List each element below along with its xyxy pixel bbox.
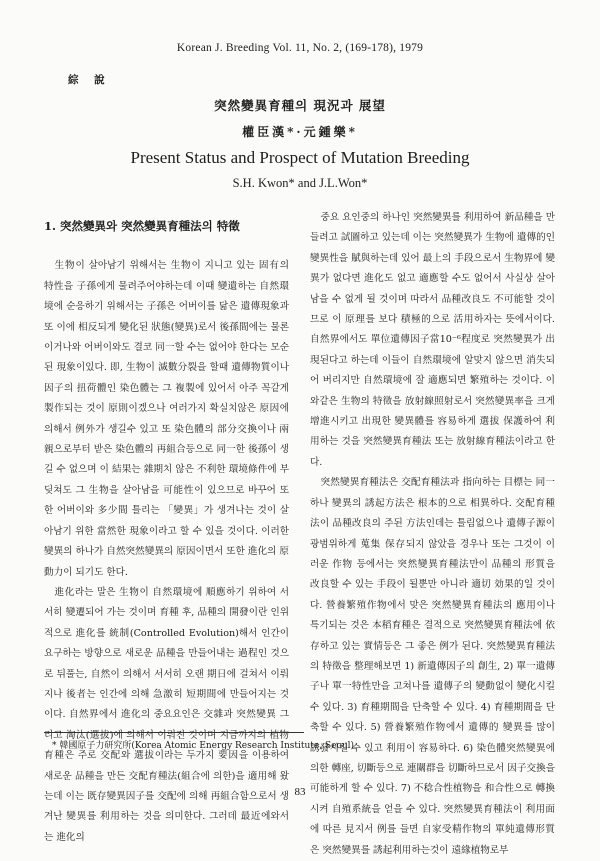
body-paragraph: 突然變異育種法은 交配育種法과 指向하는 目標는 同一하나 變異의 誘起方法은 根本的으로 相異하다. 交配育種法이 品種改良의 주된 方法인데는 틀림없으나 遺傳子源이 광범위하게 蒐集 保存되지 않았을 경우나 또는 그것이 이러운 作物 등에서는 突然變異育種法만이 品種의 形質을 改良할 수 있는 手段이 될뿐만 아니라 適切 効果的일 것이다. 營養繁殖作物에서 맞은 突然變異育種法의 應用이나 특기되는 것은 本稻育種은 결적으로 突然變異育種法에 依存하고 있는 實情등은 그 좋은 例가 된다. 突然變異育種法의 特徵을 整理해보면 1) 新遺傳因子의 創生, 2) 單一遺傳子나 單一特性만을 고쳐나를 遺傳子의 變動없이 變化시킬 수 있다. 3) 育種期間을 단축할 수 있다. 4) 育種期間을 단축할 수 있다. 5) 營養繁殖作物에서 遺傳的 變異를 많이 誘發시킬 수 있고 利用이 容易하다. 6) 染色體突然變異에 의한 轉座, 切斷등으로 連關群을 切斷하므로서 因子交換을 可能하게 할 수 있다. 7) 不稔合性植物을 和合性으로 轉換시켜 自殖系統을 얻을 수 있다. 突然變異育種法이 利用面에 따른 見지서 例를 들면 自家受精作物의 單純遺傳形質은 突然變異를 誘起利用하는것이 遠緣植物로부 (310, 477, 555, 856)
page-number: 83 (294, 786, 306, 798)
section-label: 綜 說 (68, 74, 111, 86)
body-paragraph: 중요 요인중의 하나인 突然變異를 利用하여 新品種을 만들려고 試圖하고 있는데 이는 突然變異가 生物에 遺傳的인 變異性을 賦與하는데 있어 最上의 手段으로서 生物界에 變異가 없다면 進化도 없고 適應할 수도 없어서 사실상 살아남을 수 없게 될 것이며 따라서 品種改良도 不可能할 것이므로 이 原理를 보다 積極的으로 活用하자는 뜻에서이다. 自然界에서도 單位遺傳因子當10⁻⁶程度로 突然變異가 出現된다고 하는데 이들이 自然環境에 알맞지 않으면 消失되어 버리지만 自然環境에 잘 適應되면 繁殖하는 것이다. 이와같은 生物의 特徵을 放射線照射로서 突然變異率을 크게 增進시키고 出現한 變異體를 容易하게 選拔 保護하여 利用하는 것을 突然變異育種法 또는 放射線育種法이라고 한다. (310, 212, 555, 468)
footnote-divider (44, 732, 304, 733)
body-paragraph: 生物이 살아남기 위해서는 生物이 지니고 있는 固有의 特性을 子孫에게 물려주어야하는데 이때 變遺하는 自然環境에 순응하기 위해서는 子孫은 어버이를 닮은 遺傳現象과 또 이에 相反되게 變化된 狀態(變異)로서 後孫間에는 물론이거나와 어버이와도 결코 同一할 수는 없어야 한다는 모순된 現象이있다. 即, 生物이 滅數分裂을 할때 遺傳物質이나 因子의 扭荷體인 染色體는 그 複製에 있어서 아주 꼭같게 製作되는 것이 原則이겠으나 여러가지 확실치않은 原因에 의해서 例外가 생길수 있고 또 染色體의 部分交換이나 兩親으로부터 받은 染色體의 再組合등으로 同一한 後孫이 생길 수 없으며 이 結果는 雜期치 않은 不利한 環境條件에 부딪쳐도 그 生物을 살아남을 可能性이 있으므로 바꾸어 또한 어버이와 多少間 틀리는 「變異」가 생겨나는 것이 살아남기 위한 當然한 現象이라고 할 수 있을 것이다. 이러한 變異의 하나가 自然突然變異의 原因이면서 또한 進化의 原動力이 되기도 한다. (44, 260, 289, 578)
korean-authors: 權臣漢*·元鍾樂* (242, 125, 358, 139)
english-authors: S.H. Kwon* and J.L.Won* (232, 176, 368, 190)
left-column (44, 208, 289, 848)
journal-citation: Korean J. Breeding Vol. 11, No. 2, (169-178), 1979 (176, 42, 424, 54)
footnote: * 韓國原子力研究所(Korea Atomic Energy Research Institute, Seoul) (52, 741, 355, 751)
english-title: Present Status and Prospect of Mutation Breeding (130, 148, 470, 167)
section-heading: 1. 突然變異와 突然變異育種法의 特徵 (44, 219, 240, 233)
body-paragraph: 進化라는 말은 生物이 自然環境에 順應하기 위하여 서서히 變遷되어 가는 것이며 育種 후, 品種의 開發이란 인위적으로 進化를 統制(Controlled Evolution)해서 인간이 요구하는 방향으로 새로운 品種을 만들어내는 過程인 것으로 뒤풀는, 自然이 의해서 서서히 오랜 期日에 걸쳐서 이뤄지나 後者는 인간에 의해 急激히 短期間에 만들어지는 것이다. 自然界에서 進化의 중요요인은 交雜과 突然變異 그리고 淘汰(選拔)에 의해서 이뤄진 것이며 지금까지의 植物育種은 주로 交配와 選拔이라는 두가지 要因을 이용하여 새로운 品種을 만든 交配育種法(組合에 의한)을 適用해 왔는데 이는 既存變異因子를 交配에 의해 再組合함으로서 생겨난 變異를 利用하는 것을 의미한다. 그러데 最近에와서는 進化의 (44, 586, 289, 843)
korean-title: 突然變異育種의 現況과 展望 (214, 98, 386, 113)
right-column (310, 208, 555, 861)
